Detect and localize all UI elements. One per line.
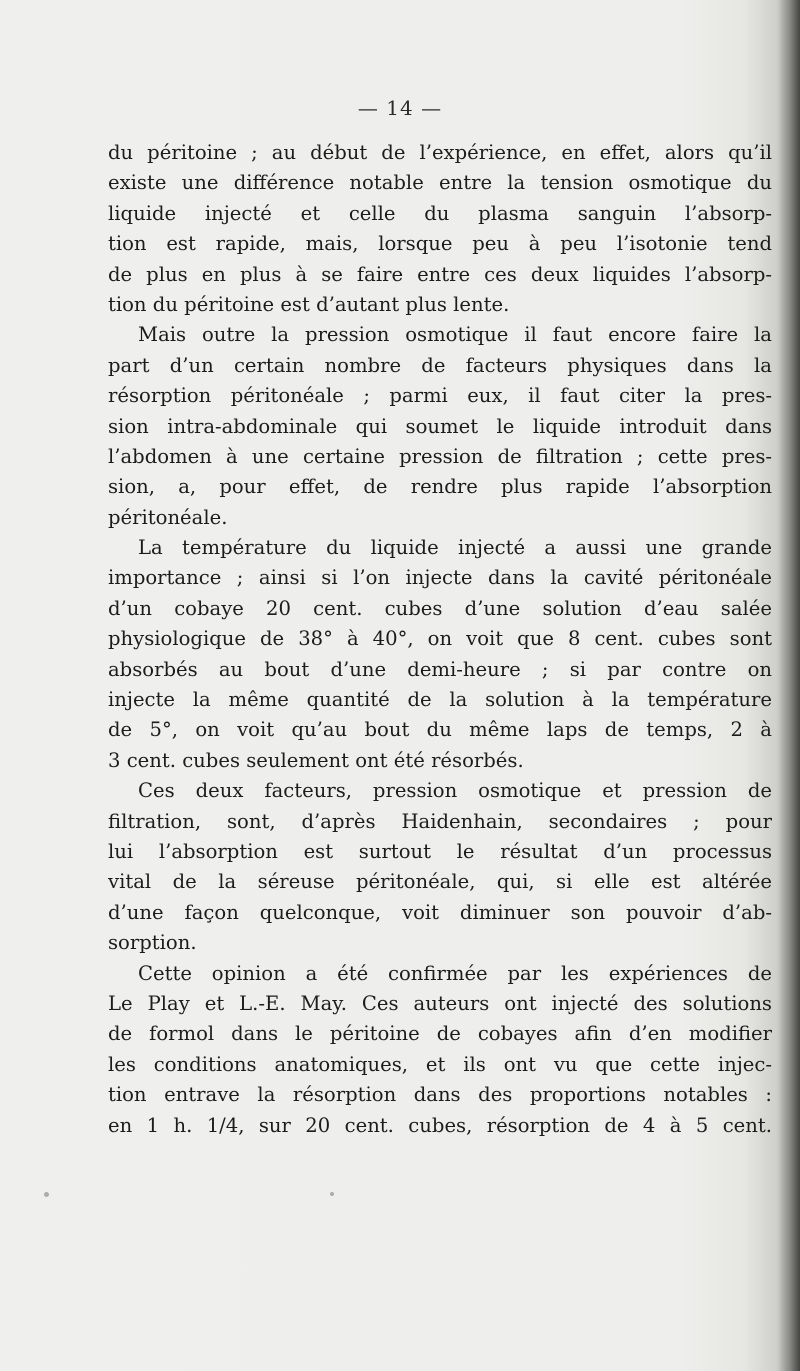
text-line: existe une différence notable entre la tension osmotique du [108,171,772,195]
text-line: l’abdomen à une certaine pression de filtration ; cette pres- [108,444,772,468]
page-edge-shadow [778,0,800,1371]
text-line: sion intra-abdominale qui soumet le liquide introduit dans [108,414,772,438]
text-line: sion, a, pour effet, de rendre plus rapide l’absorption [108,475,772,499]
text-line: vital de la séreuse péritonéale, qui, si elle est altérée [108,870,772,894]
text-line: Cette opinion a été confirmée par les expériences de [138,961,772,985]
text-line: Le Play et L.-E. May. Ces auteurs ont injecté des solutions [108,991,772,1015]
text-line: résorption péritonéale ; parmi eux, il faut citer la pres- [108,384,772,408]
text-line: liquide injecté et celle du plasma sanguin l’absorp- [108,201,772,225]
text-line: Ces deux facteurs, pression osmotique et pression de [138,779,772,803]
text-line: d’un cobaye 20 cent. cubes d’une solution d’eau salée [108,596,772,620]
text-line: d’une façon quelconque, voit diminuer son pouvoir d’ab- [108,900,772,924]
text-line: les conditions anatomiques, et ils ont vu que cette injec- [108,1052,772,1076]
text-line: du péritoine ; au début de l’expérience, en effet, alors qu’il [108,141,772,164]
text-line: absorbés au bout d’une demi-heure ; si par contre on [108,657,772,681]
page-number: — 14 — [357,96,443,120]
text-line: péritonéale. [108,505,228,529]
text-line: de formol dans le péritoine de cobayes afin d’en modifier [108,1022,772,1046]
text-line: de plus en plus à se faire entre ces deux liquides l’absorp- [108,262,772,286]
body-text [108,138,772,1141]
text-line: La température du liquide injecté a aussi une grande [138,536,772,560]
text-line: tion est rapide, mais, lorsque peu à peu l’isotonie tend [108,232,772,256]
text-line: injecte la même quantité de la solution à la température [108,688,772,712]
text-line: tion du péritoine est d’autant plus lente. [108,292,510,316]
text-line: Mais outre la pression osmotique il faut encore faire la [138,323,772,347]
ink-speck [44,1192,49,1197]
text-line: lui l’absorption est surtout le résultat d’un processus [108,839,772,863]
ink-speck [330,1192,334,1196]
text-line: 3 cent. cubes seulement ont été résorbés. [108,748,524,772]
text-line: sorption. [108,931,197,955]
text-line: part d’un certain nombre de facteurs physiques dans la [108,353,772,377]
text-line: de 5°, on voit qu’au bout du même laps de temps, 2 à [108,718,772,742]
text-line: physiologique de 38° à 40°, on voit que 8 cent. cubes sont [108,627,772,651]
text-line: tion entrave la résorption dans des proportions notables : [108,1083,772,1107]
text-line: en 1 h. 1/4, sur 20 cent. cubes, résorption de 4 à 5 cent. [108,1113,772,1137]
text-line: importance ; ainsi si l’on injecte dans la cavité péritonéale [108,566,772,590]
text-line: filtration, sont, d’après Haidenhain, secondaires ; pour [108,809,772,833]
